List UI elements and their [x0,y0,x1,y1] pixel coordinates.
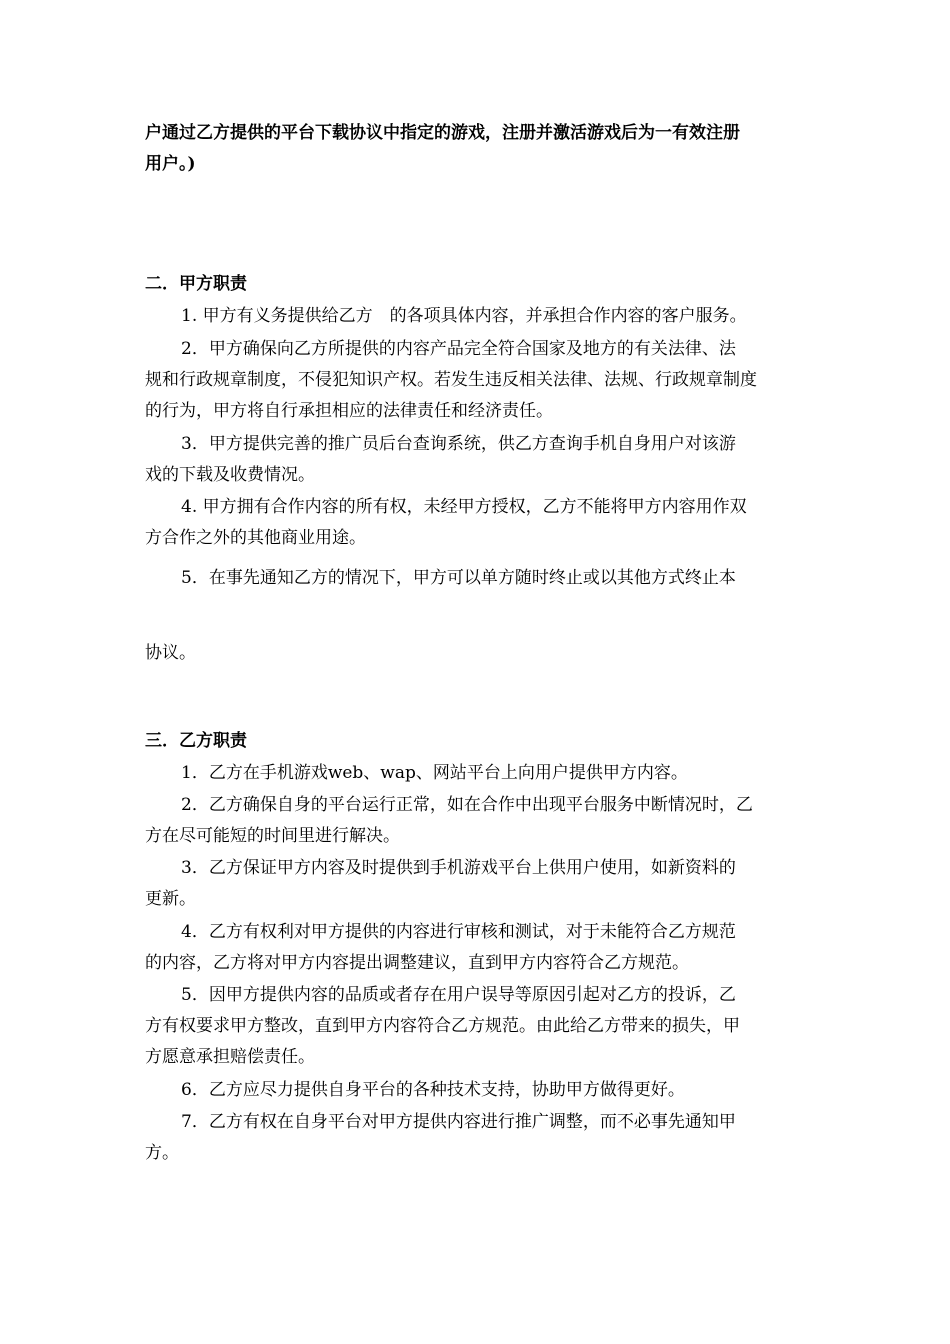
section2-item5-part-c: 的情况下 [327,568,396,588]
section3-item5-line1: 5．因甲方提供内容的品质或者存在用户误导等原因引起对乙方的投诉，乙 [181,985,736,1005]
section2-item5 [181,566,736,590]
section3-item5-line3: 方愿意承担赔偿责任。 [145,1047,315,1067]
section2-item3-line1: 3．甲方提供完善的推广员后台查询系统，供乙方查询手机自身用户对该游 [181,434,736,454]
section2-heading: 二．甲方职责 [145,274,247,294]
section2-item5-line2: 协议。 [145,643,196,663]
section2-item5-part-a: 在事先通知 [208,568,294,588]
section3-item1: 1．乙方在手机游戏web、wap、网站平台上向用户提供甲方内容。 [181,763,688,783]
section3-item7-line1: 7．乙方有权在自身平台对甲方提供内容进行推广调整，而不必事先通知甲 [181,1112,736,1132]
section2-item4-line1: 4. 甲方拥有合作内容的所有权，未经甲方授权，乙方不能将甲方内容用作双 [181,497,747,517]
section2-item2-line1: 2．甲方确保向乙方所提供的内容产品完全符合国家及地方的有关法律、法 [181,339,736,359]
section2-item5-part-d: ，甲方可以单方随时 [395,568,549,588]
section2-item1: 1. 甲方有义务提供给乙方 的各项具体内容，并承担合作内容的客户服务。 [181,306,747,326]
intro-line-1: 户通过乙方提供的平台下载协议中指定的游戏，注册并激活游戏后为一有效注册 [145,123,740,143]
section2-item5-part-b: 乙方 [293,568,328,588]
section2-item4-line2: 方合作之外的其他商业用途。 [145,528,366,548]
section3-item7-line2: 方。 [145,1143,179,1163]
section3-item3-line1: 3．乙方保证甲方内容及时提供到手机游戏平台上供用户使用，如新资料的 [181,858,736,878]
section2-item5-number: 5． [181,568,209,588]
section3-item5-line2: 方有权要求甲方整改，直到甲方内容符合乙方规范。由此给乙方带来的损失，甲 [145,1016,740,1036]
section2-item5-part-f: 终止本 [684,568,736,588]
section2-item5-part-e: 终止或以其他方式 [548,568,685,588]
section3-item2-line2: 方在尽可能短的时间里进行解决。 [145,826,400,846]
section3-item4-line1: 4．乙方有权利对甲方提供的内容进行审核和测试，对于未能符合乙方规范 [181,922,736,942]
section3-item6: 6．乙方应尽力提供自身平台的各种技术支持，协助甲方做得更好。 [181,1080,685,1100]
section2-item2-line2: 规和行政规章制度，不侵犯知识产权。若发生违反相关法律、法规、行政规章制度 [145,370,757,390]
section3-item4-line2: 的内容，乙方将对甲方内容提出调整建议，直到甲方内容符合乙方规范。 [145,953,689,973]
section3-heading: 三．乙方职责 [145,731,247,751]
intro-line-2: 用户。) [145,154,196,174]
section2-item3-line2: 戏的下载及收费情况。 [145,465,315,485]
section3-item3-line2: 更新。 [145,889,196,909]
section2-item2-line3: 的行为，甲方将自行承担相应的法律责任和经济责任。 [145,401,553,421]
section3-item2-line1: 2．乙方确保自身的平台运行正常，如在合作中出现平台服务中断情况时，乙 [181,795,753,815]
